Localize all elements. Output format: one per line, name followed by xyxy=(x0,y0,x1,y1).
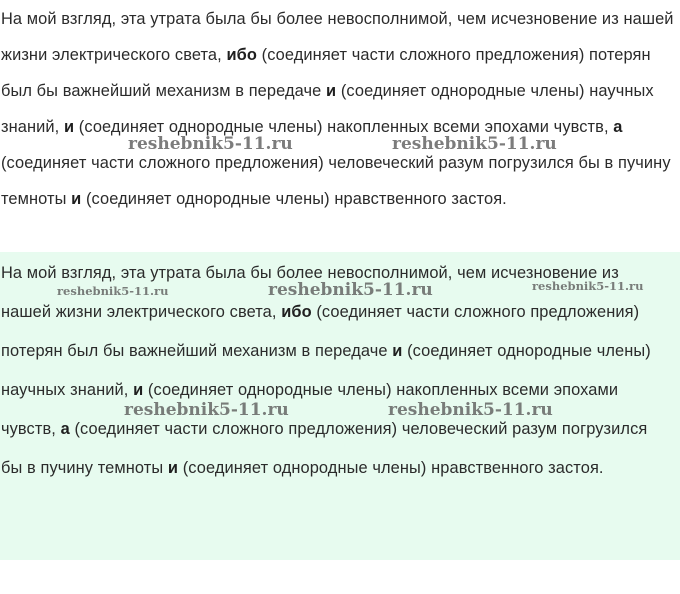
conjunction-a: а xyxy=(60,420,70,438)
watermark-text: reshebnik5-11.ru xyxy=(388,400,553,420)
text-segment: (соединяет однородные члены) научных знаний, xyxy=(1,342,651,399)
text-segment: (соединяет однородные члены) накопленных всеми эпохами чувств, xyxy=(74,118,614,136)
conjunction-ibo: ибо xyxy=(281,303,312,321)
watermark-text: reshebnik5-11.ru xyxy=(532,279,644,293)
conjunction-a: а xyxy=(613,118,623,136)
answer-block-highlighted xyxy=(0,252,680,560)
answer-block-plain xyxy=(0,0,680,252)
answer-paragraph-highlighted xyxy=(0,254,665,488)
watermark-text: reshebnik5-11.ru xyxy=(57,284,169,298)
text-segment: На мой взгляд, эта утрата была бы более невосполнимой, чем исчезновение из нашей жизни электрического света, xyxy=(1,10,674,64)
watermark-text: reshebnik5-11.ru xyxy=(124,400,289,420)
text-segment: (соединяет части сложного предложения) потерян был бы важнейший механизм в передаче xyxy=(1,46,651,100)
answer-paragraph-plain xyxy=(0,1,680,217)
conjunction-i: и xyxy=(133,381,144,399)
conjunction-i: и xyxy=(326,82,337,100)
watermark-text: reshebnik5-11.ru xyxy=(128,134,293,154)
watermark-text: reshebnik5-11.ru xyxy=(392,134,557,154)
conjunction-i: и xyxy=(392,342,403,360)
text-segment: (соединяет части сложного предложения) человеческий разум погрузился бы в пучину темноты xyxy=(1,154,671,208)
text-segment: На мой взгляд, эта утрата была бы более невосполнимой, чем исчезновение из нашей жизни электрического света, xyxy=(1,264,619,321)
text-segment: (соединяет однородные члены) научных знаний, xyxy=(1,82,654,136)
text-segment: (соединяет однородные члены) накопленных всеми эпохами чувств, xyxy=(1,381,619,438)
conjunction-i: и xyxy=(63,118,75,136)
conjunction-i: и xyxy=(71,190,82,208)
conjunction-i: и xyxy=(167,459,179,477)
conjunction-ibo: ибо xyxy=(226,46,257,64)
text-segment: (соединяет части сложного предложения) потерян был бы важнейший механизм в передаче xyxy=(1,303,640,360)
text-segment: (соединяет части сложного предложения) человеческий разум погрузился бы в пучину темноты xyxy=(1,420,648,477)
text-segment: (соединяет однородные члены) нравственного застоя. xyxy=(178,459,604,477)
watermark-text: reshebnik5-11.ru xyxy=(268,280,433,300)
text-segment: (соединяет однородные члены) нравственного застоя. xyxy=(81,190,507,208)
